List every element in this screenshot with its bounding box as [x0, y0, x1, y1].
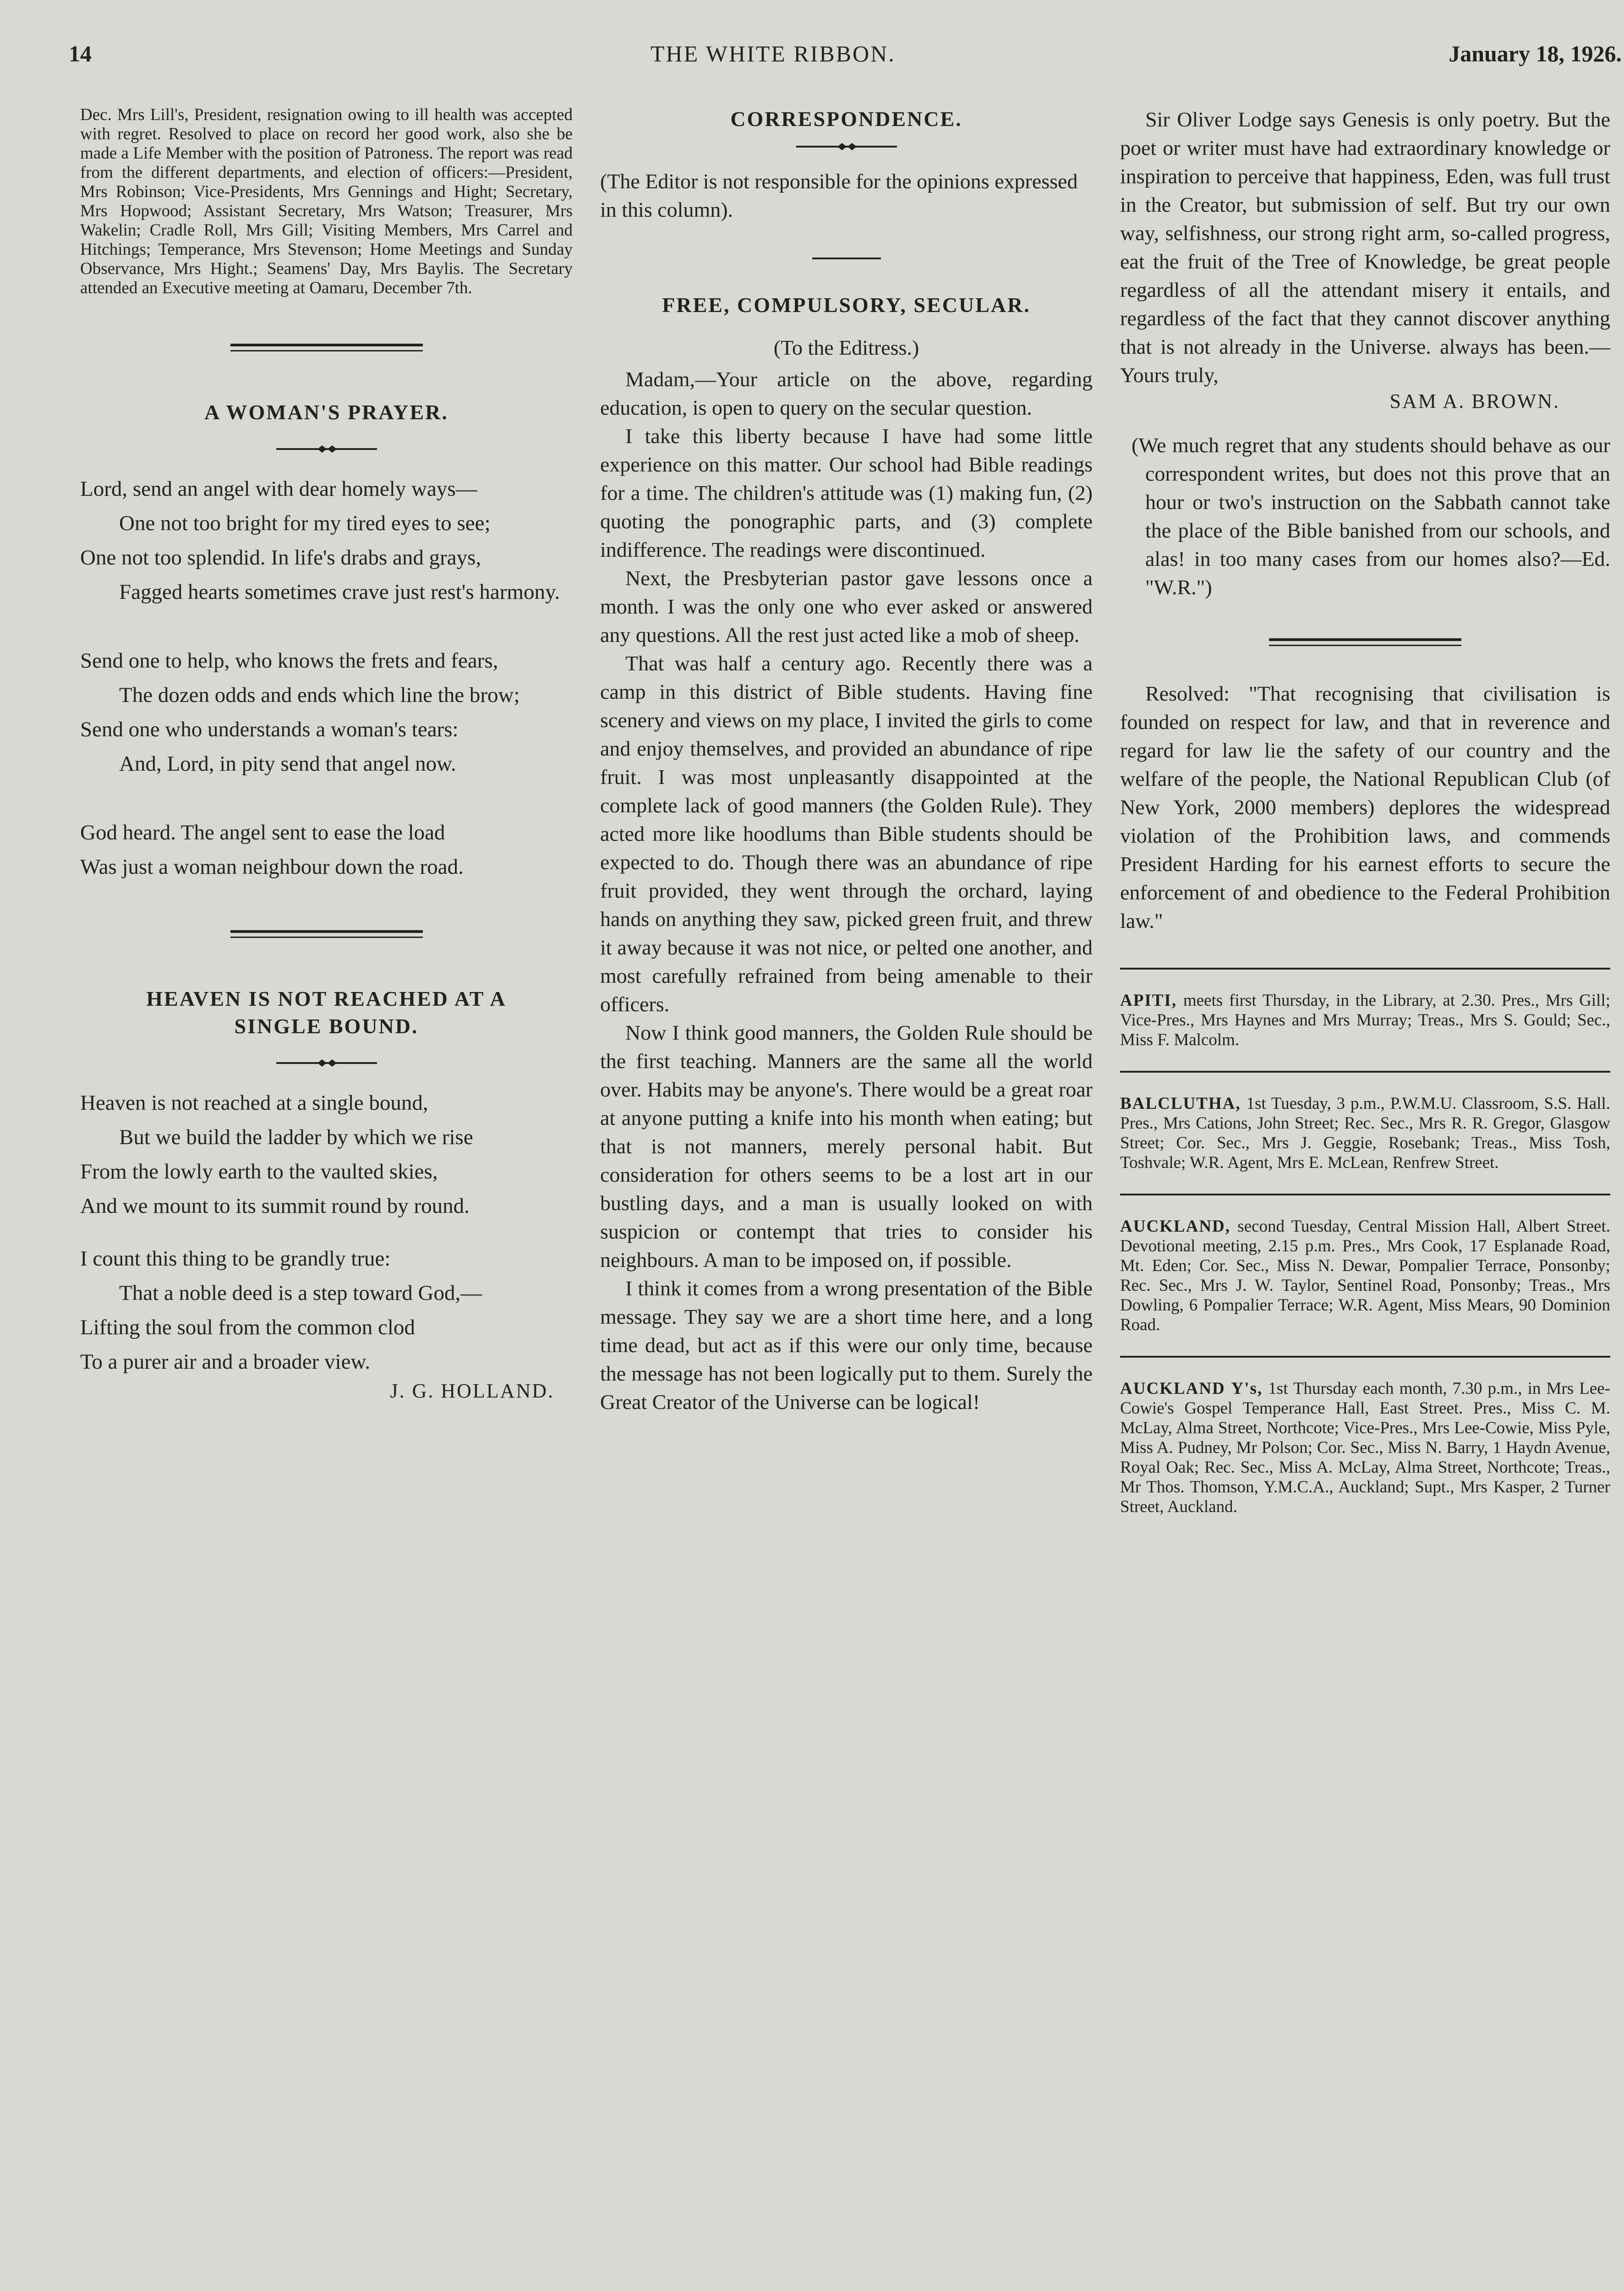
prayer-poem [80, 472, 573, 884]
page-number: 14 [69, 41, 92, 66]
editor-note: (We much regret that any students should behave as our correspondent writes, but does not this prove that an hour or two's instruction on the Sabbath cannot take the place of the Bible banished from our schools, and alas! in too many cases from our homes also?—Ed. "W.R.") [1132, 433, 1610, 599]
double-rule-divider [1269, 634, 1461, 652]
poem-line: And we mount to its summit round by round. [80, 1194, 470, 1218]
ornament-divider [792, 137, 902, 156]
letter-continuation: Sir Oliver Lodge says Genesis is only poetry. But the poet or writer must have had extraordinary knowledge or inspiration to perceive that happiness, Eden, was full trust in the Creator, but submission of self. But try our own way, selfishness, our strong right arm, so-called progress, eat the fruit of the Tree of Knowledge, be great people regardless of all the attendant misery it entails, and regardless of the fact that they cannot discover anything that is not already in the Universe. always has been.—Yours truly, [1120, 108, 1610, 387]
publication-title: THE WHITE RIBBON. [651, 41, 896, 66]
ornament-divider [272, 440, 382, 458]
poem-line: The dozen odds and ends which line the brow; [119, 683, 520, 707]
letter-paragraph: I think it comes from a wrong presentation of the Bible message. They say we are a short time here, and a long time dead, but act as if this were our only time, because the message has not been logically put to them. Surely the Great Creator of the Universe can be logical! [600, 1277, 1093, 1414]
notice-rule [1120, 1355, 1610, 1358]
poem-line: One not too splendid. In life's drabs and grays, [80, 546, 481, 570]
poem-line: Send one who understands a woman's tears: [80, 718, 459, 741]
poem-line: Was just a woman neighbour down the road. [80, 855, 464, 879]
letter-paragraph: I take this liberty because I have had some little experience on this matter. Our school had Bible readings for a time. The children's attitude was (1) making fun, (2) quoting the ponographic parts, and (3) complete indifference. The readings were discontinued. [600, 424, 1093, 561]
poem-line: That a noble deed is a step toward God,— [119, 1281, 482, 1305]
branch-name: BALCLUTHA, [1120, 1094, 1241, 1113]
poem-line: I count this thing to be grandly true: [80, 1247, 391, 1271]
letter-paragraph: Next, the Presbyterian pastor gave lessons once a month. I was the only one who ever asked or answered any questions. All the rest just acted like a mob of sheep. [600, 566, 1093, 647]
column-right [1120, 105, 1610, 1517]
notice-rule [1120, 1070, 1610, 1073]
heaven-title-line1: HEAVEN IS NOT REACHED AT A [146, 987, 507, 1010]
notice-rule [1120, 967, 1610, 970]
column-left [80, 105, 573, 1403]
branch-name: APITI, [1120, 991, 1177, 1010]
short-rule [812, 256, 881, 261]
poem-line: Heaven is not reached at a single bound, [80, 1091, 428, 1115]
poem-line: God heard. The angel sent to ease the load [80, 821, 445, 844]
branch-notice [1120, 991, 1610, 1050]
poem-line: One not too bright for my tired eyes to see; [119, 511, 491, 535]
branch-notice [1120, 1217, 1610, 1335]
poem-line: And, Lord, in pity send that angel now. [119, 752, 456, 776]
resolution-text: Resolved: "That recognising that civilisation is founded on respect for law, and that in reverence and regard for law lie the safety of our country and the welfare of the people, the National Republican Club (of New York, 2000 members) deplores the widespread violation of the Prohibition laws, and commends President Harding for his earnest efforts to secure the enforcement of and obedience to the Federal Prohibition law." [1120, 682, 1610, 932]
letter-paragraph: That was half a century ago. Recently there was a camp in this district of Bible students. Having fine scenery and views on my place, I invited the girls to come and enjoy themselves, and provided an abundance of ripe fruit. I was most unpleasantly disappointed at the complete lack of good manners (the Golden Rule). They acted more like hoodlums than Bible students should be expected to do. Though there was an abundance of ripe fruit provided, they went through the orchard, laying hands on anything they saw, picked green fruit, and threw it away because it was not nice, or pelted one another, and most carefully refrained from being amenable to their officers. [600, 652, 1093, 1016]
ornament-divider [272, 1054, 382, 1072]
prayer-title: A WOMAN'S PRAYER. [204, 400, 448, 424]
poem-line: Fagged hearts sometimes crave just rest's harmony. [119, 580, 560, 604]
poem-line: Send one to help, who knows the frets and fears, [80, 649, 498, 673]
branch-details: 1st Thursday each month, 7.30 p.m., in Mrs Lee-Cowie's Gospel Temperance Hall, East Street. Pres., Miss C. M. McLay, Alma Street, Northcote; Vice-Pres., Mrs Lee-Cowie, Miss Pyle, Miss A. Pudney, Mr Polson; Cor. Sec., Miss N. Barry, 1 Haydn Avenue, Royal Oak; Rec. Sec., Miss A. McLay, Alma Street, Northcote; Treas., Mr Thos. Thomson, Y.M.C.A., Auckland; Supt., Mrs Kasper, 2 Turner Street, Auckland. [1120, 1379, 1610, 1516]
poem-author: J. G. HOLLAND. [390, 1380, 554, 1402]
poem-line: From the lowly earth to the vaulted skies, [80, 1160, 438, 1184]
branch-notice [1120, 1094, 1610, 1173]
issue-date: January 18, 1926. [1449, 41, 1622, 66]
branch-details: 1st Tuesday, 3 p.m., P.W.M.U. Classroom, S.S. Hall. Pres., Mrs Cations, John Street; Rec. Sec., Mrs R. R. Gregor, Glasgow Street; Cor. Sec., Mrs J. Geggie, Rosebank; Treas., Miss Tosh, Toshvale; W.R. Agent, Mrs E. McLean, Renfrew Street. [1120, 1094, 1610, 1172]
poem-line: Lifting the soul from the common clod [80, 1315, 415, 1339]
poem-line: Lord, send an angel with dear homely ways— [80, 477, 477, 501]
heaven-title-line2: SINGLE BOUND. [234, 1014, 419, 1038]
page-header [69, 40, 1622, 72]
branch-notice [1120, 1379, 1610, 1517]
notice-rule [1120, 1193, 1610, 1196]
letter-title: FREE, COMPULSORY, SECULAR. [662, 293, 1031, 317]
correspondence-title: CORRESPONDENCE. [730, 107, 962, 131]
poem-line: To a purer air and a broader view. [80, 1350, 371, 1374]
letter-signature: SAM A. BROWN. [1389, 390, 1560, 412]
heaven-poem [80, 1086, 573, 1379]
poem-line: But we build the ladder by which we rise [119, 1125, 473, 1149]
branch-details: second Tuesday, Central Mission Hall, Albert Street. Devotional meeting, 2.15 p.m. Pres., Mrs Cook, 17 Esplanade Road, Mt. Eden; Cor. Sec., Miss N. Dewar, Pompalier Terrace, Ponsonby; Rec. Sec., Mrs J. W. Taylor, Sentinel Road, Ponsonby; Treas., Mrs Dowling, 6 Pompalier Terrace; W.R. Agent, Miss Mears, 90 Dominion Road. [1120, 1217, 1610, 1334]
column-middle [600, 105, 1093, 1416]
double-rule-divider [230, 926, 423, 944]
branch-report: Dec. Mrs Lill's, President, resignation owing to ill health was accepted with regret. Resolved to place on record her good work, also she be made a Life Member with the position of Patroness. The report was read from the different departments, and election of officers:—President, Mrs Robinson; Vice-Presidents, Mrs Gennings and Hight; Secretary, Mrs Hopwood; Assistant Secretary, Mrs Watson; Treasurer, Mrs Wakelin; Cradle Roll, Mrs Gill; Visiting Members, Mrs Carrel and Hitchings; Temperance, Mrs Stevenson; Home Meetings and Sunday Observance, Mrs Hight.; Seamens' Day, Mrs Baylis. The Secretary attended an Executive meeting at Oamaru, December 7th. [80, 105, 573, 297]
double-rule-divider [230, 339, 423, 357]
branch-details: meets first Thursday, in the Library, at 2.30. Pres., Mrs Gill; Vice-Pres., Mrs Haynes and Mrs Murray; Treas., Mrs S. Gould; Sec., Miss F. Malcolm. [1120, 991, 1611, 1049]
letter-paragraph: Now I think good manners, the Golden Rule should be the first teaching. Manners are the same all the world over. Habits may be anyone's. There would be a great roar at anyone putting a knife into his month when eating; but that is not manners, merely personal habit. But consideration for others seems to be a lost art in our bustling days, and a man is usually looked on with suspicion or contempt that tries to consider his neighbours. A man to be imposed on, if possible. [600, 1021, 1093, 1272]
salutation-note: (To the Editress.) [773, 336, 919, 359]
editor-disclaimer: (The Editor is not responsible for the opinions expressed in this column). [600, 170, 1078, 221]
branch-name: AUCKLAND Y's, [1120, 1379, 1263, 1398]
letter-paragraph: Madam,—Your article on the above, regarding education, is open to query on the secular question. [600, 367, 1093, 419]
branch-name: AUCKLAND, [1120, 1217, 1231, 1236]
